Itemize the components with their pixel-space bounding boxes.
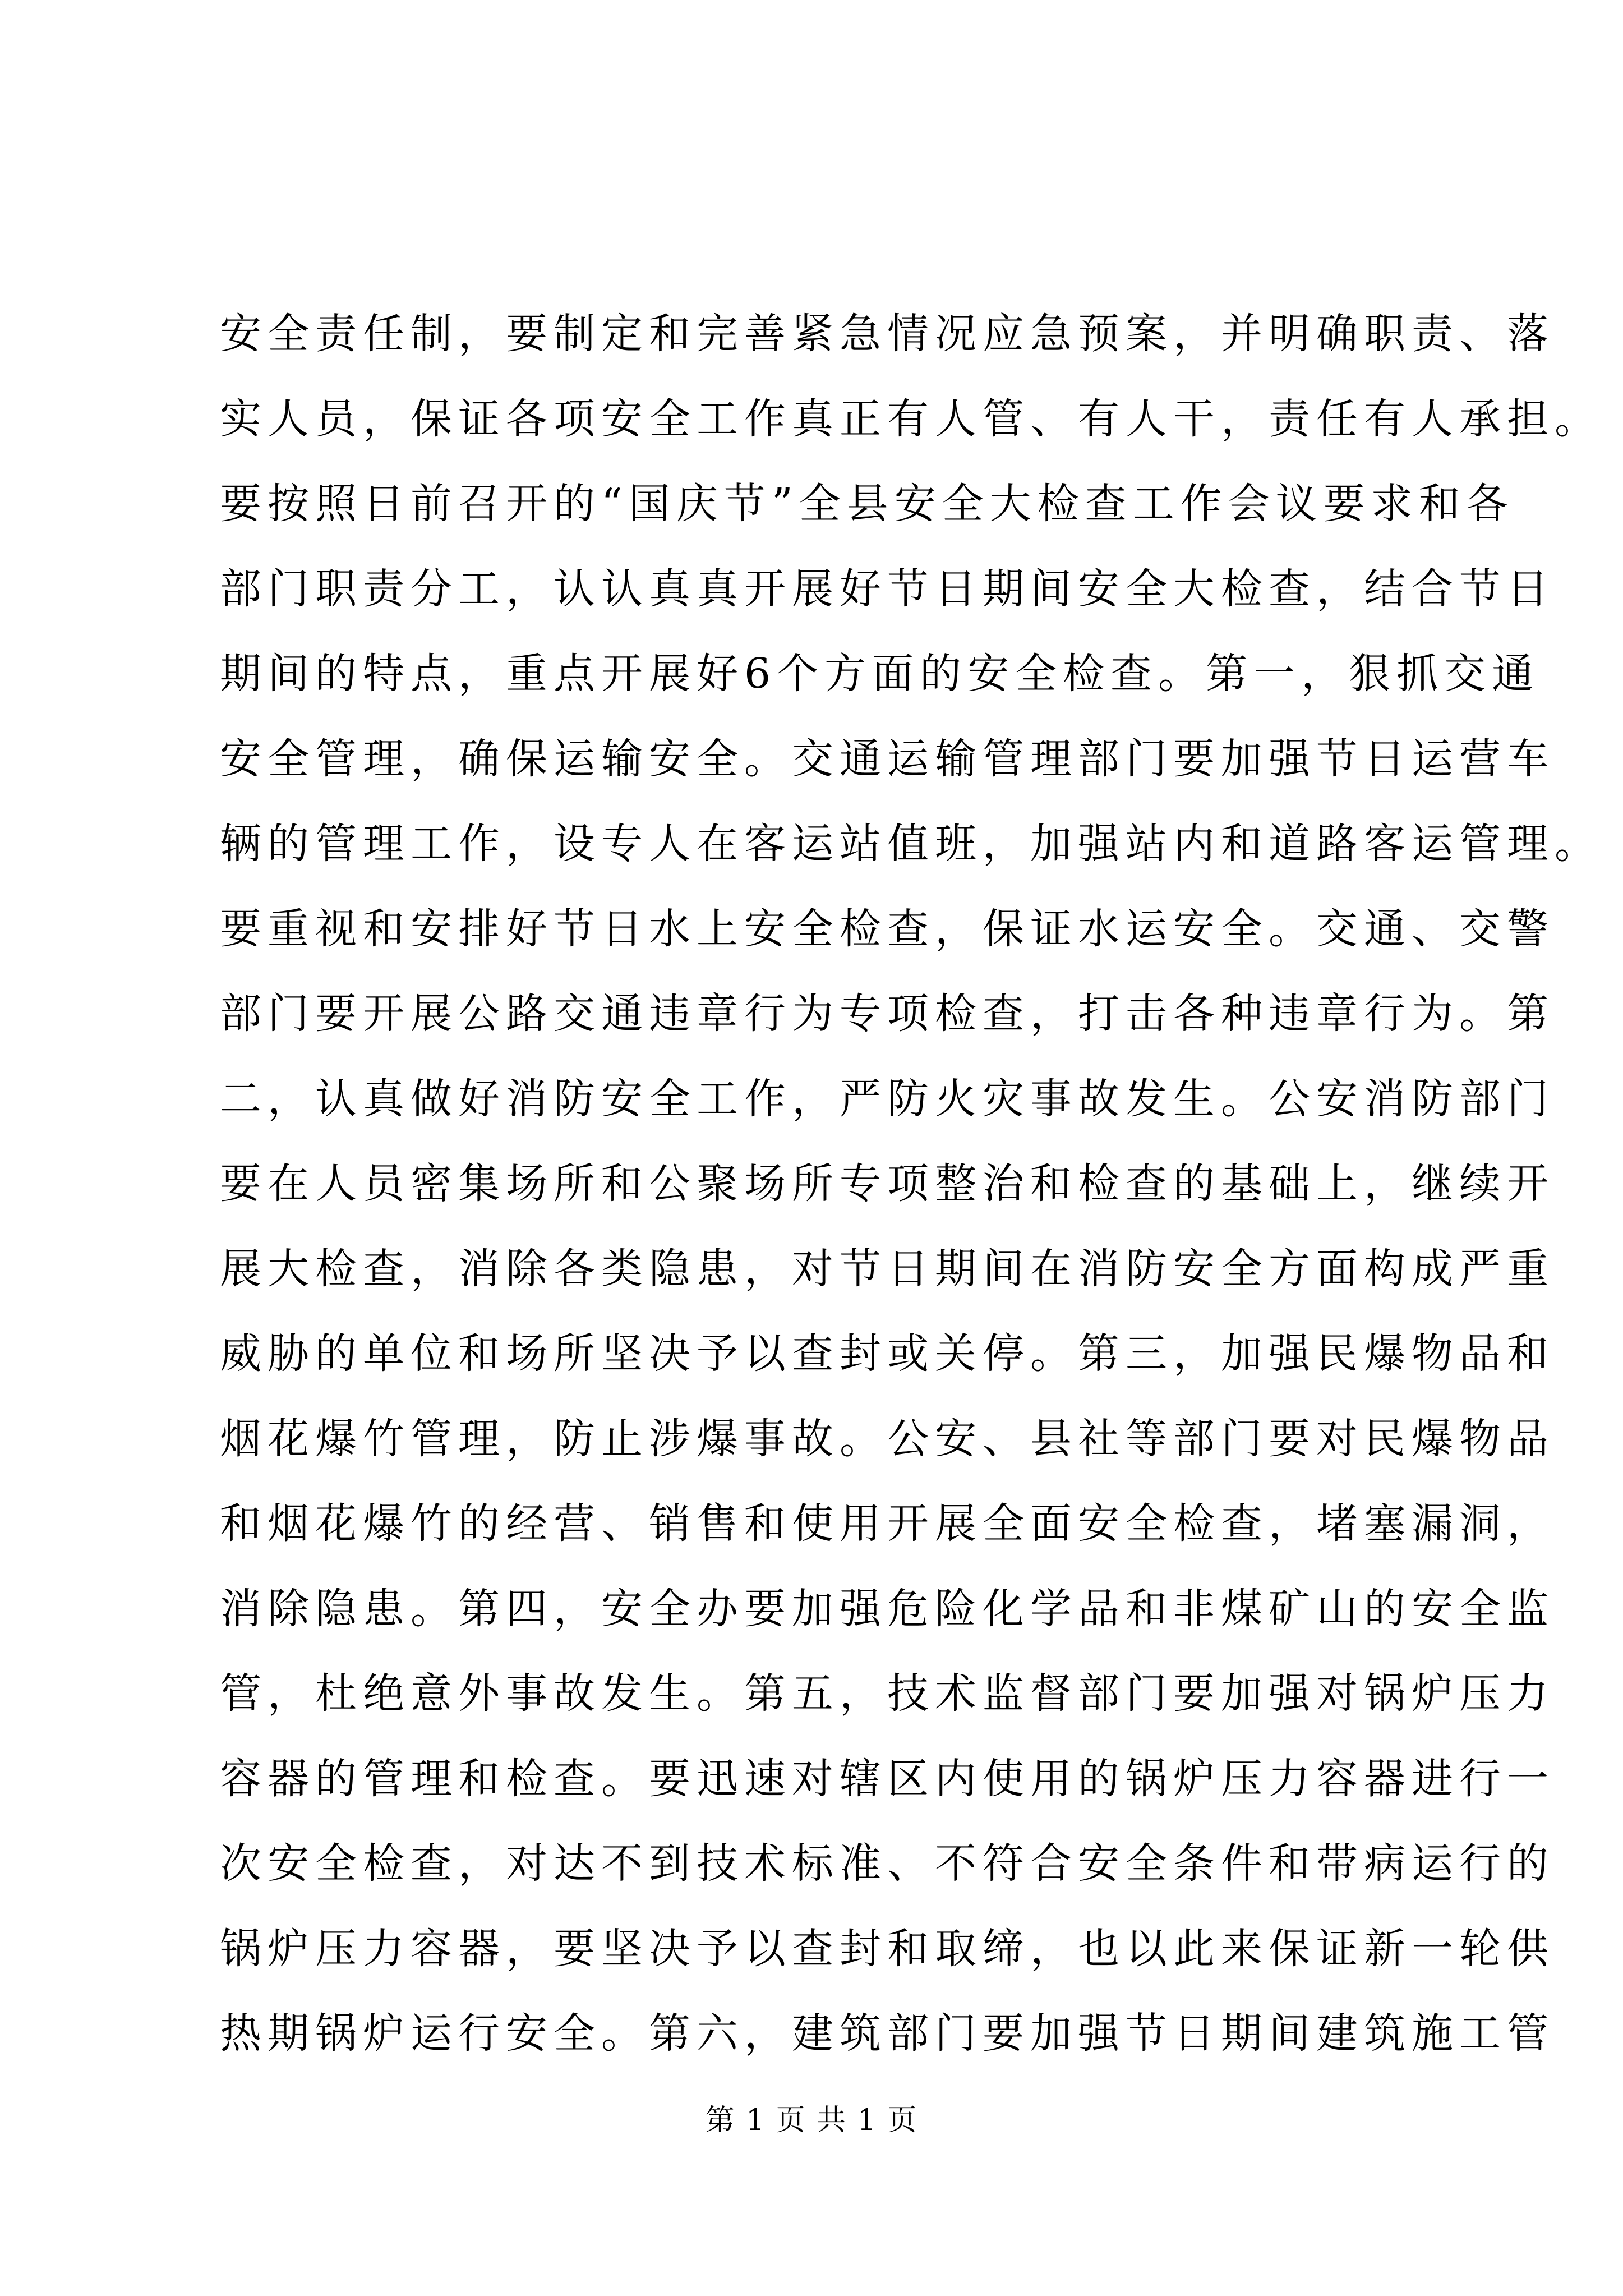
text-line: 要按照日前召开的“国庆节”全县安全大检查工作会议要求和各 [220,480,1514,528]
text-line: 消除隐患。第四，安全办要加强危险化学品和非煤矿山的安全监 [220,1584,1555,1633]
text-line: 二，认真做好消防安全工作，严防火灾事故发生。公安消防部门 [220,1074,1555,1123]
text-line: 锅炉压力容器，要坚决予以查封和取缔，也以此来保证新一轮供 [220,1924,1555,1973]
text-line: 部门要开展公路交通违章行为专项检查，打击各种违章行为。第 [220,990,1555,1038]
text-line: 管，杜绝意外事故发生。第五，技术监督部门要加强对锅炉压力 [220,1669,1555,1718]
text-line: 实人员，保证各项安全工作真正有人管、有人干，责任有人承担。 [220,394,1602,443]
text-line: 辆的管理工作，设专人在客运站值班，加强站内和道路客运管理。 [220,820,1602,868]
text-line: 和烟花爆竹的经营、销售和使用开展全面安全检查，堵塞漏洞， [220,1499,1555,1548]
text-line: 次安全检查，对达不到技术标准、不符合安全条件和带病运行的 [220,1839,1555,1888]
text-line: 安全管理，确保运输安全。交通运输管理部门要加强节日运营车 [220,734,1555,783]
text-line: 容器的管理和检查。要迅速对辖区内使用的锅炉压力容器进行一 [220,1754,1555,1803]
text-line: 烟花爆竹管理，防止涉爆事故。公安、县社等部门要对民爆物品 [220,1414,1555,1463]
page-footer: 第 1 页 共 1 页 [705,2104,918,2137]
text-line: 期间的特点，重点开展好6个方面的安全检查。第一，狠抓交通 [220,650,1540,698]
text-line: 安全责任制，要制定和完善紧急情况应急预案，并明确职责、落 [220,310,1555,358]
text-line: 部门职责分工，认认真真开展好节日期间安全大检查，结合节日 [220,564,1555,613]
text-line: 热期锅炉运行安全。第六，建筑部门要加强节日期间建筑施工管 [220,2009,1555,2058]
text-line: 展大检查，消除各类隐患，对节日期间在消防安全方面构成严重 [220,1244,1555,1293]
body-text [220,292,1602,2077]
text-line: 要重视和安排好节日水上安全检查，保证水运安全。交通、交警 [220,904,1555,953]
text-line: 威胁的单位和场所坚决予以查封或关停。第三，加强民爆物品和 [220,1329,1555,1378]
text-line: 要在人员密集场所和公聚场所专项整治和检查的基础上，继续开 [220,1159,1555,1208]
